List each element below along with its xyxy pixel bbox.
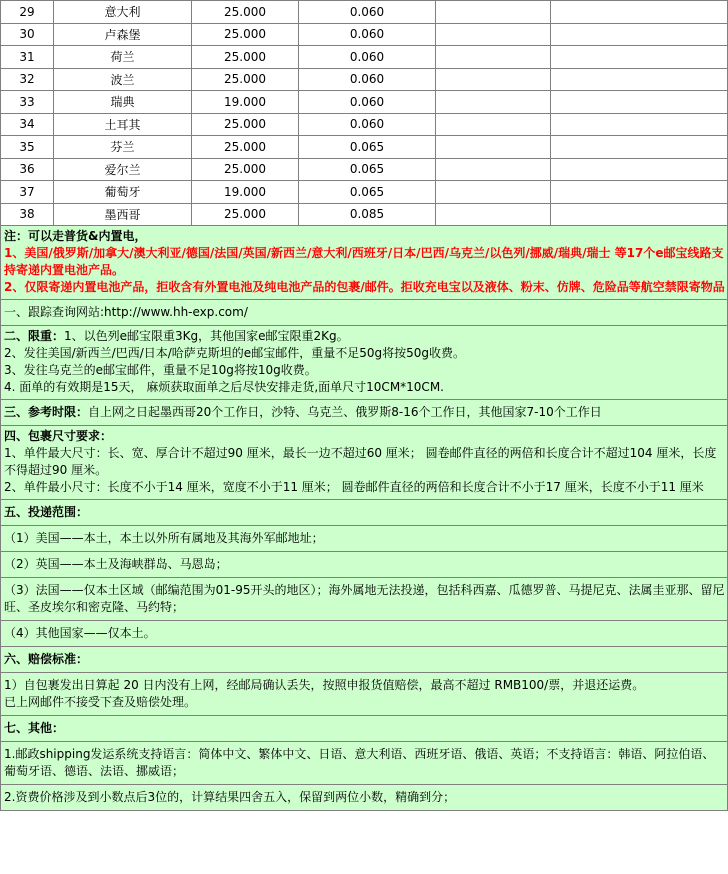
scope-item-uk	[1, 552, 727, 578]
table-row	[1, 91, 728, 114]
empty-cell[interactable]	[436, 91, 551, 114]
note-line-2: 2、仅限寄递内置电池产品，拒收含有外置电池及纯电池产品的包裹/邮件。拒收充电宝以及液体、粉末、仿牌、危险品等航空禁限寄物品	[4, 280, 725, 294]
fee-cell[interactable]: 0.060	[299, 68, 436, 91]
empty-cell[interactable]	[436, 158, 551, 181]
row-number-cell[interactable]: 32	[1, 68, 54, 91]
tracking-text: 一、跟踪查询网站:http://www.hh-exp.com/	[4, 305, 248, 319]
timeliness-heading: 三、参考时限：	[4, 405, 89, 419]
row-number-cell[interactable]: 35	[1, 136, 54, 159]
weight-limit-line-2: 2、发往美国/新西兰/巴西/日本/哈萨克斯坦的e邮宝邮件，重量不足50g将按50g收费。	[4, 346, 465, 360]
empty-cell[interactable]	[551, 91, 728, 114]
table-row	[1, 68, 728, 91]
fee-cell[interactable]: 0.060	[299, 46, 436, 69]
country-cell[interactable]: 葡萄牙	[54, 181, 192, 204]
row-number-cell[interactable]: 29	[1, 1, 54, 24]
price-cell[interactable]: 25.000	[192, 1, 299, 24]
compensation-line-1: 1）自包裹发出日算起 20 日内没有上网，经邮局确认丢失，按照申报货值赔偿，最高不超过 RMB100/票，并退还运费。	[4, 678, 645, 692]
country-cell[interactable]: 卢森堡	[54, 23, 192, 46]
other-heading: 七、其他：	[4, 721, 65, 735]
price-cell[interactable]: 25.000	[192, 203, 299, 226]
other-text-1: 1.邮政shipping发运系统支持语言：简体中文、繁体中文、日语、意大利语、西班牙语、俄语、英语；不支持语言：韩语、阿拉伯语、葡萄牙语、德语、法语、挪威语；	[4, 747, 715, 778]
weight-limit-block	[1, 326, 727, 400]
country-cell[interactable]: 墨西哥	[54, 203, 192, 226]
weight-limit-text-1: 1、以色列e邮宝限重3Kg，其他国家e邮宝限重2Kg。	[64, 329, 349, 343]
table-row	[1, 113, 728, 136]
scope-text-uk: （2）英国——本土及海峡群岛、马恩岛；	[4, 557, 228, 571]
country-cell[interactable]: 芬兰	[54, 136, 192, 159]
scope-item-fr	[1, 578, 727, 621]
fee-cell[interactable]: 0.060	[299, 23, 436, 46]
price-cell[interactable]: 25.000	[192, 68, 299, 91]
other-heading-block	[1, 716, 727, 742]
price-cell[interactable]: 25.000	[192, 158, 299, 181]
country-cell[interactable]: 爱尔兰	[54, 158, 192, 181]
scope-text-us: （1）美国——本土，本土以外所有属地及其海外军邮地址；	[4, 531, 324, 545]
weight-limit-heading: 二、限重：	[4, 329, 65, 343]
compensation-heading-block	[1, 647, 727, 673]
note-line-1: 1、美国/俄罗斯/加拿大/澳大利亚/德国/法国/英国/新西兰/意大利/西班牙/日本/巴西/乌克兰/以色列/挪威/瑞典/瑞士 等17个e邮宝线路支持寄递内置电池产品。	[4, 246, 724, 277]
price-cell[interactable]: 19.000	[192, 181, 299, 204]
scope-text-other: （4）其他国家——仅本土。	[4, 626, 156, 640]
empty-cell[interactable]	[551, 203, 728, 226]
empty-cell[interactable]	[551, 136, 728, 159]
size-heading: 四、包裹尺寸要求：	[4, 429, 113, 443]
table-row	[1, 181, 728, 204]
scope-item-us	[1, 526, 727, 552]
row-number-cell[interactable]: 36	[1, 158, 54, 181]
country-cell[interactable]: 土耳其	[54, 113, 192, 136]
country-cell[interactable]: 波兰	[54, 68, 192, 91]
row-number-cell[interactable]: 30	[1, 23, 54, 46]
empty-cell[interactable]	[436, 68, 551, 91]
fee-cell[interactable]: 0.085	[299, 203, 436, 226]
price-cell[interactable]: 25.000	[192, 23, 299, 46]
row-number-cell[interactable]: 31	[1, 46, 54, 69]
country-cell[interactable]: 荷兰	[54, 46, 192, 69]
other-item-1	[1, 742, 727, 785]
weight-limit-line-1	[4, 328, 725, 345]
rate-table	[0, 0, 728, 226]
empty-cell[interactable]	[551, 68, 728, 91]
fee-cell[interactable]: 0.065	[299, 158, 436, 181]
scope-heading: 五、投递范围：	[4, 505, 89, 519]
empty-cell[interactable]	[551, 158, 728, 181]
compensation-line-2: 已上网邮件不接受下查及赔偿处理。	[4, 695, 197, 709]
size-line-1: 1、单件最大尺寸：长、宽、厚合计不超过90 厘米，最长一边不超过60 厘米； 圆卷邮件直径的两倍和长度合计不超过104 厘米，长度不得超过90 厘米。	[4, 446, 717, 477]
row-number-cell[interactable]: 34	[1, 113, 54, 136]
scope-text-fr: （3）法国——仅本土区域（邮编范围为01-95开头的地区）；海外属地无法投递，包括科西嘉、瓜德罗普、马提尼克、法属圭亚那、留尼旺、圣皮埃尔和密克隆、马约特；	[4, 583, 725, 614]
other-item-2	[1, 785, 727, 811]
empty-cell[interactable]	[551, 23, 728, 46]
row-number-cell[interactable]: 33	[1, 91, 54, 114]
price-cell[interactable]: 25.000	[192, 136, 299, 159]
empty-cell[interactable]	[436, 136, 551, 159]
fee-cell[interactable]: 0.060	[299, 91, 436, 114]
empty-cell[interactable]	[436, 1, 551, 24]
size-block	[1, 426, 727, 500]
empty-cell[interactable]	[551, 181, 728, 204]
timeliness-block	[1, 400, 727, 426]
note-title: 注：可以走普货&内置电，	[4, 229, 147, 243]
compensation-heading: 六、赔偿标准：	[4, 652, 89, 666]
empty-cell[interactable]	[436, 181, 551, 204]
timeliness-text: 自上网之日起墨西哥20个工作日，沙特、乌克兰、俄罗斯8-16个工作日，其他国家7-10个工作日	[88, 405, 602, 419]
empty-cell[interactable]	[551, 46, 728, 69]
table-row	[1, 203, 728, 226]
size-line-2: 2、单件最小尺寸：长度不小于14 厘米，宽度不小于11 厘米； 圆卷邮件直径的两倍和长度合计不小于17 厘米，长度不小于11 厘米	[4, 480, 704, 494]
empty-cell[interactable]	[436, 23, 551, 46]
scope-item-other	[1, 621, 727, 647]
notes-section	[0, 226, 728, 811]
fee-cell[interactable]: 0.065	[299, 181, 436, 204]
row-number-cell[interactable]: 38	[1, 203, 54, 226]
tracking-block	[1, 300, 727, 326]
table-row	[1, 1, 728, 24]
other-text-2: 2.资费价格涉及到小数点后3位的，计算结果四舍五入，保留到两位小数，精确到分；	[4, 790, 456, 804]
country-cell[interactable]: 意大利	[54, 1, 192, 24]
row-number-cell[interactable]: 37	[1, 181, 54, 204]
table-row	[1, 136, 728, 159]
price-cell[interactable]: 25.000	[192, 46, 299, 69]
scope-heading-block	[1, 500, 727, 526]
country-cell[interactable]: 瑞典	[54, 91, 192, 114]
empty-cell[interactable]	[551, 1, 728, 24]
empty-cell[interactable]	[436, 203, 551, 226]
empty-cell[interactable]	[551, 113, 728, 136]
fee-cell[interactable]: 0.060	[299, 113, 436, 136]
weight-limit-line-4: 4. 面单的有效期是15天， 麻烦获取面单之后尽快安排走货,面单尺寸10CM*10CM.	[4, 380, 444, 394]
note-block	[1, 226, 727, 300]
table-row	[1, 46, 728, 69]
empty-cell[interactable]	[436, 113, 551, 136]
table-row	[1, 23, 728, 46]
fee-cell[interactable]: 0.065	[299, 136, 436, 159]
price-cell[interactable]: 19.000	[192, 91, 299, 114]
empty-cell[interactable]	[436, 46, 551, 69]
table-row	[1, 158, 728, 181]
price-cell[interactable]: 25.000	[192, 113, 299, 136]
weight-limit-line-3: 3、发往乌克兰的e邮宝邮件，重量不足10g将按10g收费。	[4, 363, 317, 377]
fee-cell[interactable]: 0.060	[299, 1, 436, 24]
compensation-block	[1, 673, 727, 716]
